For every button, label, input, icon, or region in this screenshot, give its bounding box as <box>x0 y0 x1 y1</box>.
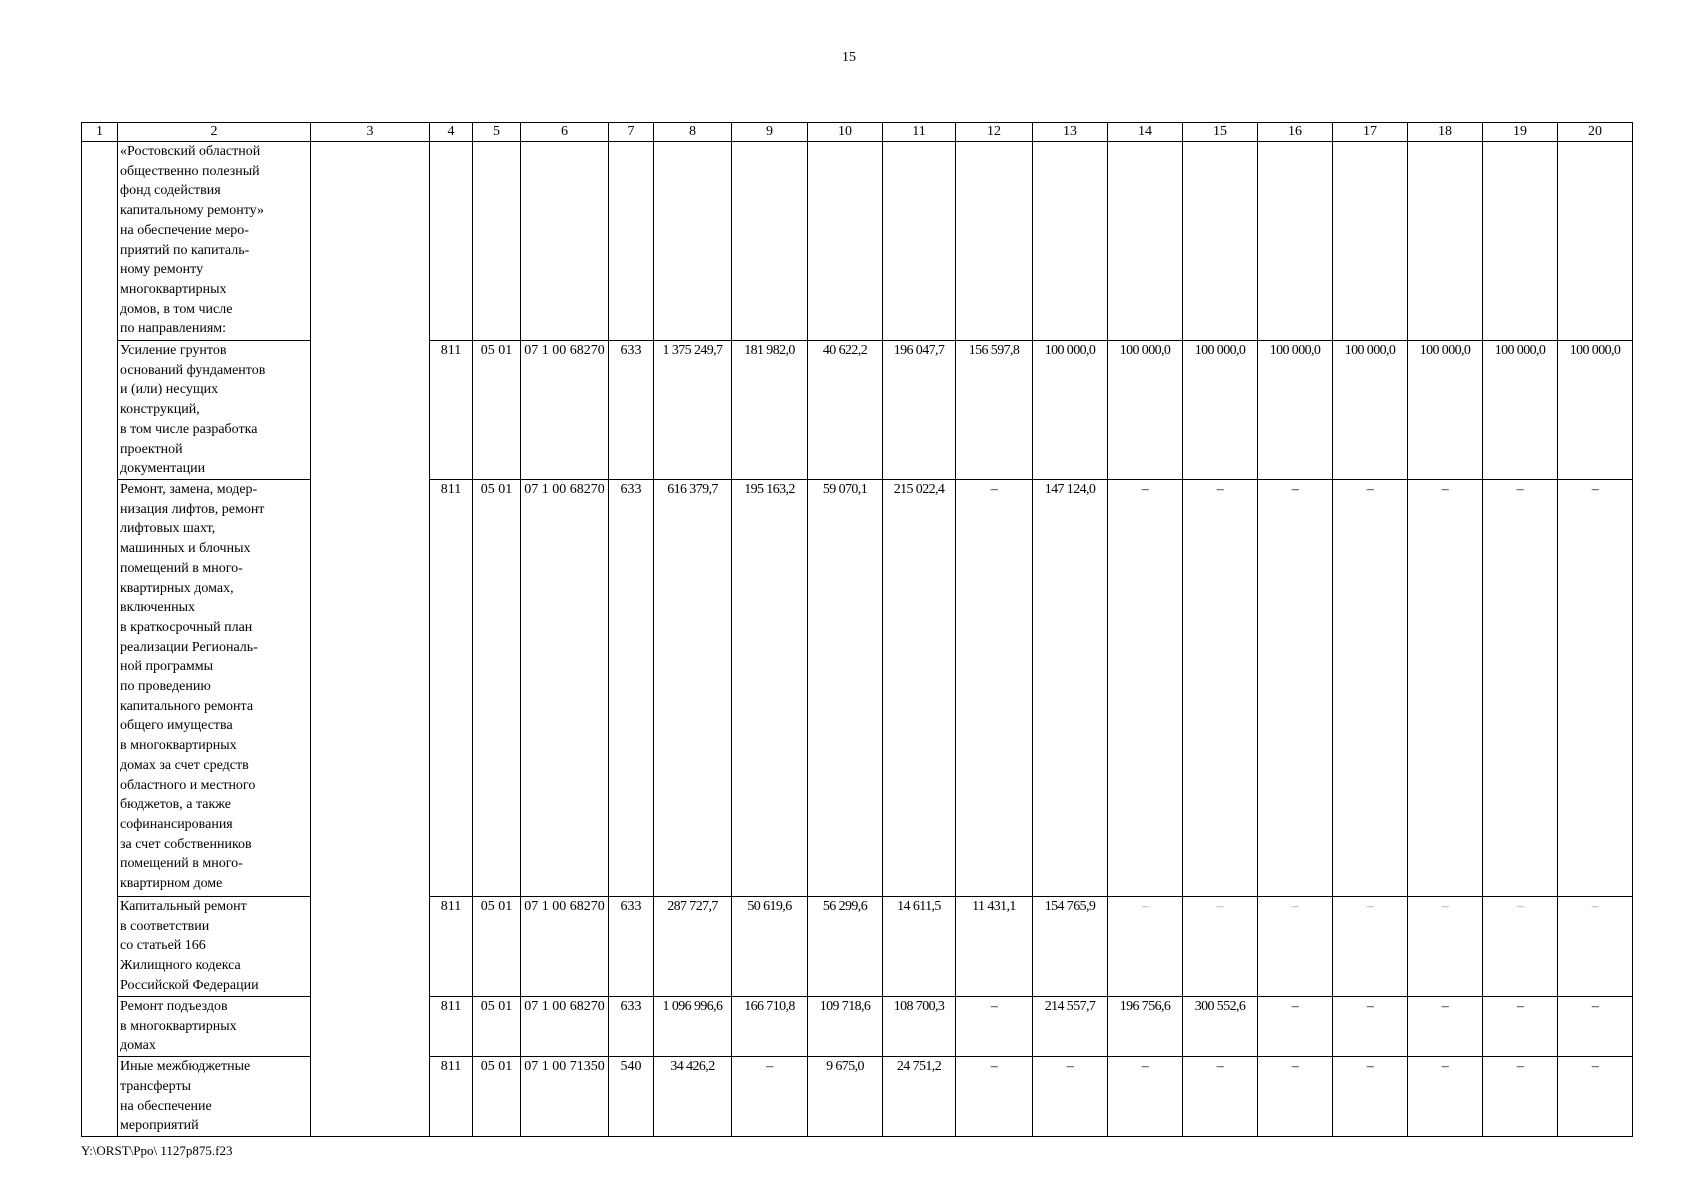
value-cell: 100 000,0 <box>1183 341 1258 480</box>
value-cell: – <box>956 997 1033 1057</box>
value-cell: 100 000,0 <box>1033 341 1108 480</box>
value-cell <box>521 142 609 341</box>
value-cell: 07 1 00 68270 <box>521 997 609 1057</box>
value-cell: – <box>1408 480 1483 897</box>
value-cell: 166 710,8 <box>732 997 808 1057</box>
value-cell: 156 597,8 <box>956 341 1033 480</box>
value-cell: 07 1 00 68270 <box>521 897 609 997</box>
value-cell: 214 557,7 <box>1033 997 1108 1057</box>
value-cell: – <box>1558 897 1633 997</box>
value-cell: – <box>1258 897 1333 997</box>
value-cell: – <box>1183 1057 1258 1137</box>
value-cell <box>732 142 808 341</box>
column-number: 7 <box>609 123 654 142</box>
row-number-cell <box>82 142 118 1137</box>
column-number: 9 <box>732 123 808 142</box>
value-cell: 07 1 00 71350 <box>521 1057 609 1137</box>
value-cell: – <box>1033 1057 1108 1137</box>
value-cell: 215 022,4 <box>883 480 956 897</box>
value-cell <box>1183 142 1258 341</box>
value-cell: – <box>1483 897 1558 997</box>
value-cell: 100 000,0 <box>1408 341 1483 480</box>
value-cell: 9 675,0 <box>808 1057 883 1137</box>
value-cell: 40 622,2 <box>808 341 883 480</box>
value-cell: 1 375 249,7 <box>654 341 732 480</box>
value-cell: 05 01 <box>473 997 521 1057</box>
value-cell: 100 000,0 <box>1483 341 1558 480</box>
row-description: Ремонт подъездов в многоквартирных домах <box>118 997 311 1057</box>
value-cell: – <box>1333 1057 1408 1137</box>
value-cell <box>1483 142 1558 341</box>
value-cell: – <box>1558 997 1633 1057</box>
column-number: 3 <box>311 123 430 142</box>
value-cell: – <box>1408 997 1483 1057</box>
value-cell: 196 756,6 <box>1108 997 1183 1057</box>
value-cell: 633 <box>609 897 654 997</box>
value-cell: 14 611,5 <box>883 897 956 997</box>
value-cell: 181 982,0 <box>732 341 808 480</box>
value-cell <box>808 142 883 341</box>
value-cell: – <box>1258 997 1333 1057</box>
value-cell <box>1333 142 1408 341</box>
column-3-cell <box>311 142 430 1137</box>
value-cell: – <box>732 1057 808 1137</box>
row-description: Ремонт, замена, модер- низация лифтов, ремонт лифтовых шахт, машинных и блочных помещений в много- квартирных домах, включенных в краткосрочный план реализации Региональ- ной программы по проведению капитального ремонта общего имущества в многоквартирных домах за счет средств областного и местного бюджетов, а также софинансирования за счет собственников помещений в много- квартирном доме <box>118 480 311 897</box>
value-cell <box>654 142 732 341</box>
value-cell: 811 <box>430 480 473 897</box>
column-number: 11 <box>883 123 956 142</box>
value-cell <box>1258 142 1333 341</box>
value-cell: 616 379,7 <box>654 480 732 897</box>
column-number: 4 <box>430 123 473 142</box>
value-cell: 05 01 <box>473 897 521 997</box>
value-cell: – <box>1483 997 1558 1057</box>
value-cell: 05 01 <box>473 341 521 480</box>
value-cell <box>473 142 521 341</box>
value-cell: 108 700,3 <box>883 997 956 1057</box>
value-cell: 100 000,0 <box>1258 341 1333 480</box>
value-cell: 24 751,2 <box>883 1057 956 1137</box>
value-cell <box>956 142 1033 341</box>
value-cell: – <box>1483 480 1558 897</box>
value-cell: 11 431,1 <box>956 897 1033 997</box>
value-cell: – <box>1183 480 1258 897</box>
value-cell: 195 163,2 <box>732 480 808 897</box>
value-cell: 811 <box>430 1057 473 1137</box>
column-number: 17 <box>1333 123 1408 142</box>
column-number: 15 <box>1183 123 1258 142</box>
column-number: 20 <box>1558 123 1633 142</box>
column-number: 1 <box>82 123 118 142</box>
value-cell: 34 426,2 <box>654 1057 732 1137</box>
value-cell: 154 765,9 <box>1033 897 1108 997</box>
value-cell: 811 <box>430 341 473 480</box>
value-cell: – <box>1108 897 1183 997</box>
value-cell: – <box>1258 480 1333 897</box>
value-cell: 56 299,6 <box>808 897 883 997</box>
value-cell: – <box>1558 480 1633 897</box>
value-cell: – <box>1183 897 1258 997</box>
value-cell <box>609 142 654 341</box>
value-cell: – <box>956 480 1033 897</box>
row-description: «Ростовский областной общественно полезный фонд содействия капитальному ремонту» на обеспечение меро- приятий по капиталь- ному ремонту многоквартирных домов, в том числе по направлениям: <box>118 142 311 341</box>
value-cell: – <box>1483 1057 1558 1137</box>
column-number: 6 <box>521 123 609 142</box>
column-number-row <box>82 123 1633 142</box>
value-cell: 633 <box>609 997 654 1057</box>
column-number: 14 <box>1108 123 1183 142</box>
value-cell: – <box>1408 1057 1483 1137</box>
value-cell: 109 718,6 <box>808 997 883 1057</box>
value-cell: 811 <box>430 997 473 1057</box>
value-cell: – <box>1333 997 1408 1057</box>
value-cell: 147 124,0 <box>1033 480 1108 897</box>
column-number: 2 <box>118 123 311 142</box>
column-number: 18 <box>1408 123 1483 142</box>
value-cell: – <box>1258 1057 1333 1137</box>
value-cell <box>883 142 956 341</box>
row-description: Усиление грунтов оснований фундаментов и (или) несущих конструкций, в том числе разработка проектной документации <box>118 341 311 480</box>
table-row <box>82 142 1633 341</box>
budget-table <box>81 122 1633 1137</box>
value-cell: 633 <box>609 480 654 897</box>
value-cell <box>1033 142 1108 341</box>
value-cell: 05 01 <box>473 1057 521 1137</box>
value-cell: 1 096 996,6 <box>654 997 732 1057</box>
value-cell <box>430 142 473 341</box>
value-cell: 100 000,0 <box>1108 341 1183 480</box>
value-cell: 633 <box>609 341 654 480</box>
value-cell: 811 <box>430 897 473 997</box>
value-cell <box>1108 142 1183 341</box>
value-cell: 300 552,6 <box>1183 997 1258 1057</box>
value-cell: 07 1 00 68270 <box>521 480 609 897</box>
row-description: Иные межбюджетные трансферты на обеспечение мероприятий <box>118 1057 311 1137</box>
row-description: Капитальный ремонт в соответствии со статьей 166 Жилищного кодекса Российской Федерации <box>118 897 311 997</box>
value-cell: – <box>1333 897 1408 997</box>
value-cell: 100 000,0 <box>1333 341 1408 480</box>
column-number: 12 <box>956 123 1033 142</box>
value-cell: 05 01 <box>473 480 521 897</box>
column-number: 19 <box>1483 123 1558 142</box>
value-cell: – <box>1333 480 1408 897</box>
value-cell: 540 <box>609 1057 654 1137</box>
column-number: 5 <box>473 123 521 142</box>
value-cell: 59 070,1 <box>808 480 883 897</box>
value-cell: 100 000,0 <box>1558 341 1633 480</box>
value-cell: 50 619,6 <box>732 897 808 997</box>
column-number: 10 <box>808 123 883 142</box>
column-number: 13 <box>1033 123 1108 142</box>
value-cell <box>1558 142 1633 341</box>
value-cell: – <box>1558 1057 1633 1137</box>
column-number: 8 <box>654 123 732 142</box>
value-cell: 287 727,7 <box>654 897 732 997</box>
column-number: 16 <box>1258 123 1333 142</box>
value-cell: – <box>1408 897 1483 997</box>
file-path: Y:\ORST\Ppo\ 1127p875.f23 <box>81 1143 233 1158</box>
page-number: 15 <box>842 50 856 65</box>
value-cell: – <box>1108 1057 1183 1137</box>
value-cell <box>1408 142 1483 341</box>
value-cell: 07 1 00 68270 <box>521 341 609 480</box>
value-cell: – <box>956 1057 1033 1137</box>
value-cell: – <box>1108 480 1183 897</box>
value-cell: 196 047,7 <box>883 341 956 480</box>
